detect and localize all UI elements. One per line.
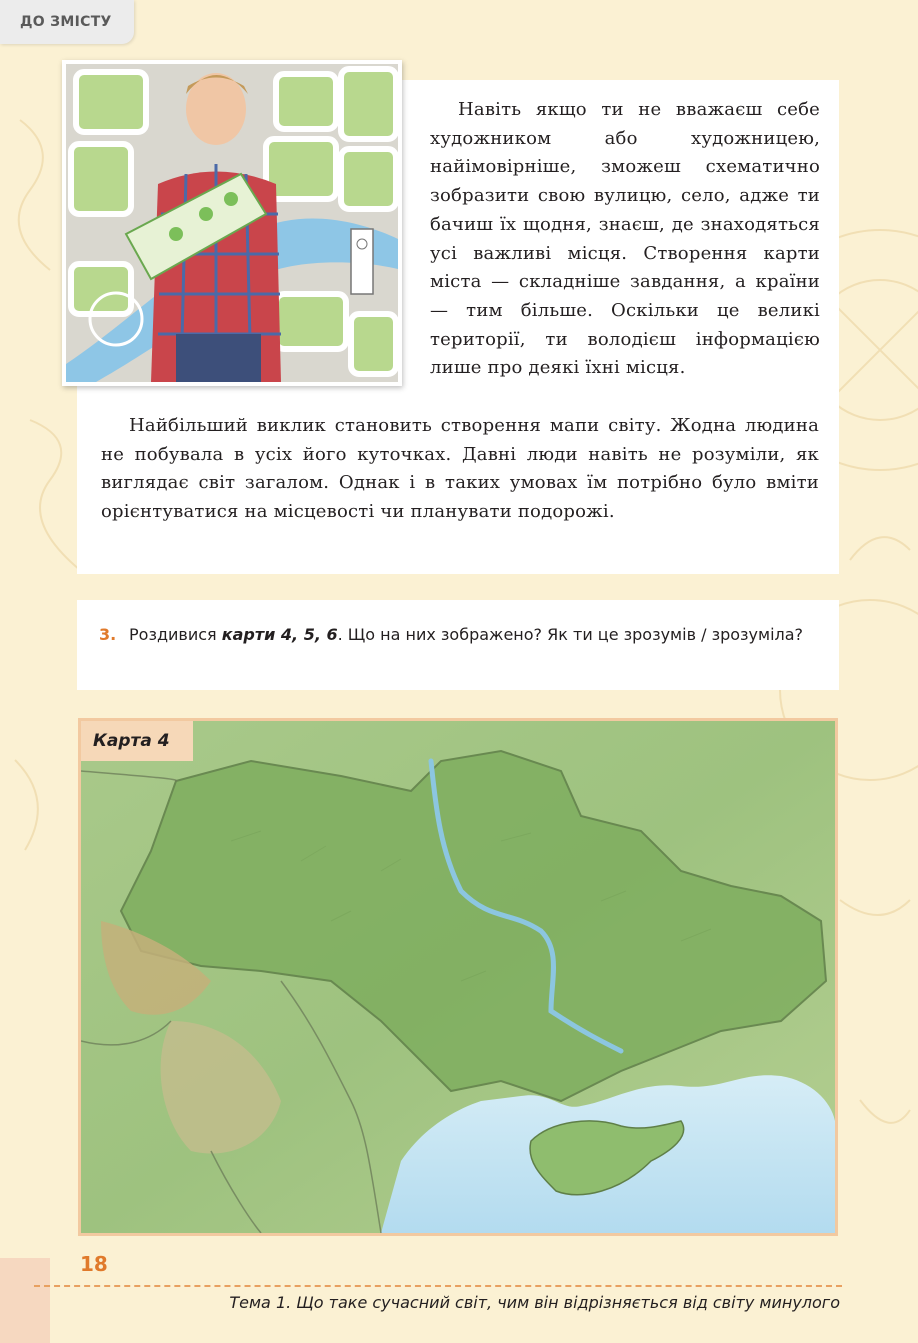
task-body [101,622,819,648]
page-corner-tab [0,1258,50,1343]
intro-paragraph: Навіть якщо ти не вважаєш себе художником або художницею, найімовірніше, зможеш схематично зобразити свою вулицю, село, адже ти бачиш їх щодня, знаєш, де знаходяться усі важливі місця. Створення карти міста — складніше завдання, а країни — тим більше. Оскільки це великі території, ти володієш інформацією лише про деякі їхні місця. [430,99,820,379]
task-3 [101,622,819,648]
map-frame [78,718,838,1236]
main-paragraph: Найбільший виклик становить створення мапи світу. Жодна людина не побувала в усіх його куточках. Давні люди навіть не розуміли, як виглядає світ загалом. Однак і в таких умовах їм потрібно було вміти орієнтуватися на місцевості чи планувати подорожі. [101,415,819,523]
toc-label: ДО ЗМІСТУ [20,14,112,30]
relief-map-ukraine [81,721,835,1233]
page-number: 18 [80,1252,108,1276]
task-text-after: . Що на них зображено? Як ти це зрозумів / зрозуміла? [337,625,804,644]
map-label: Карта 4 [81,721,193,761]
task-number: 3. [99,625,117,644]
boy-with-map-photo [62,60,402,386]
footer-divider [34,1285,842,1287]
footer-topic: Тема 1. Що таке сучасний світ, чим він відрізняється від світу минулого [229,1293,840,1312]
task-emphasis: карти 4, 5, 6 [221,625,338,644]
task-text-before: Роздивися [129,625,222,644]
table-of-contents-button[interactable] [0,0,134,44]
